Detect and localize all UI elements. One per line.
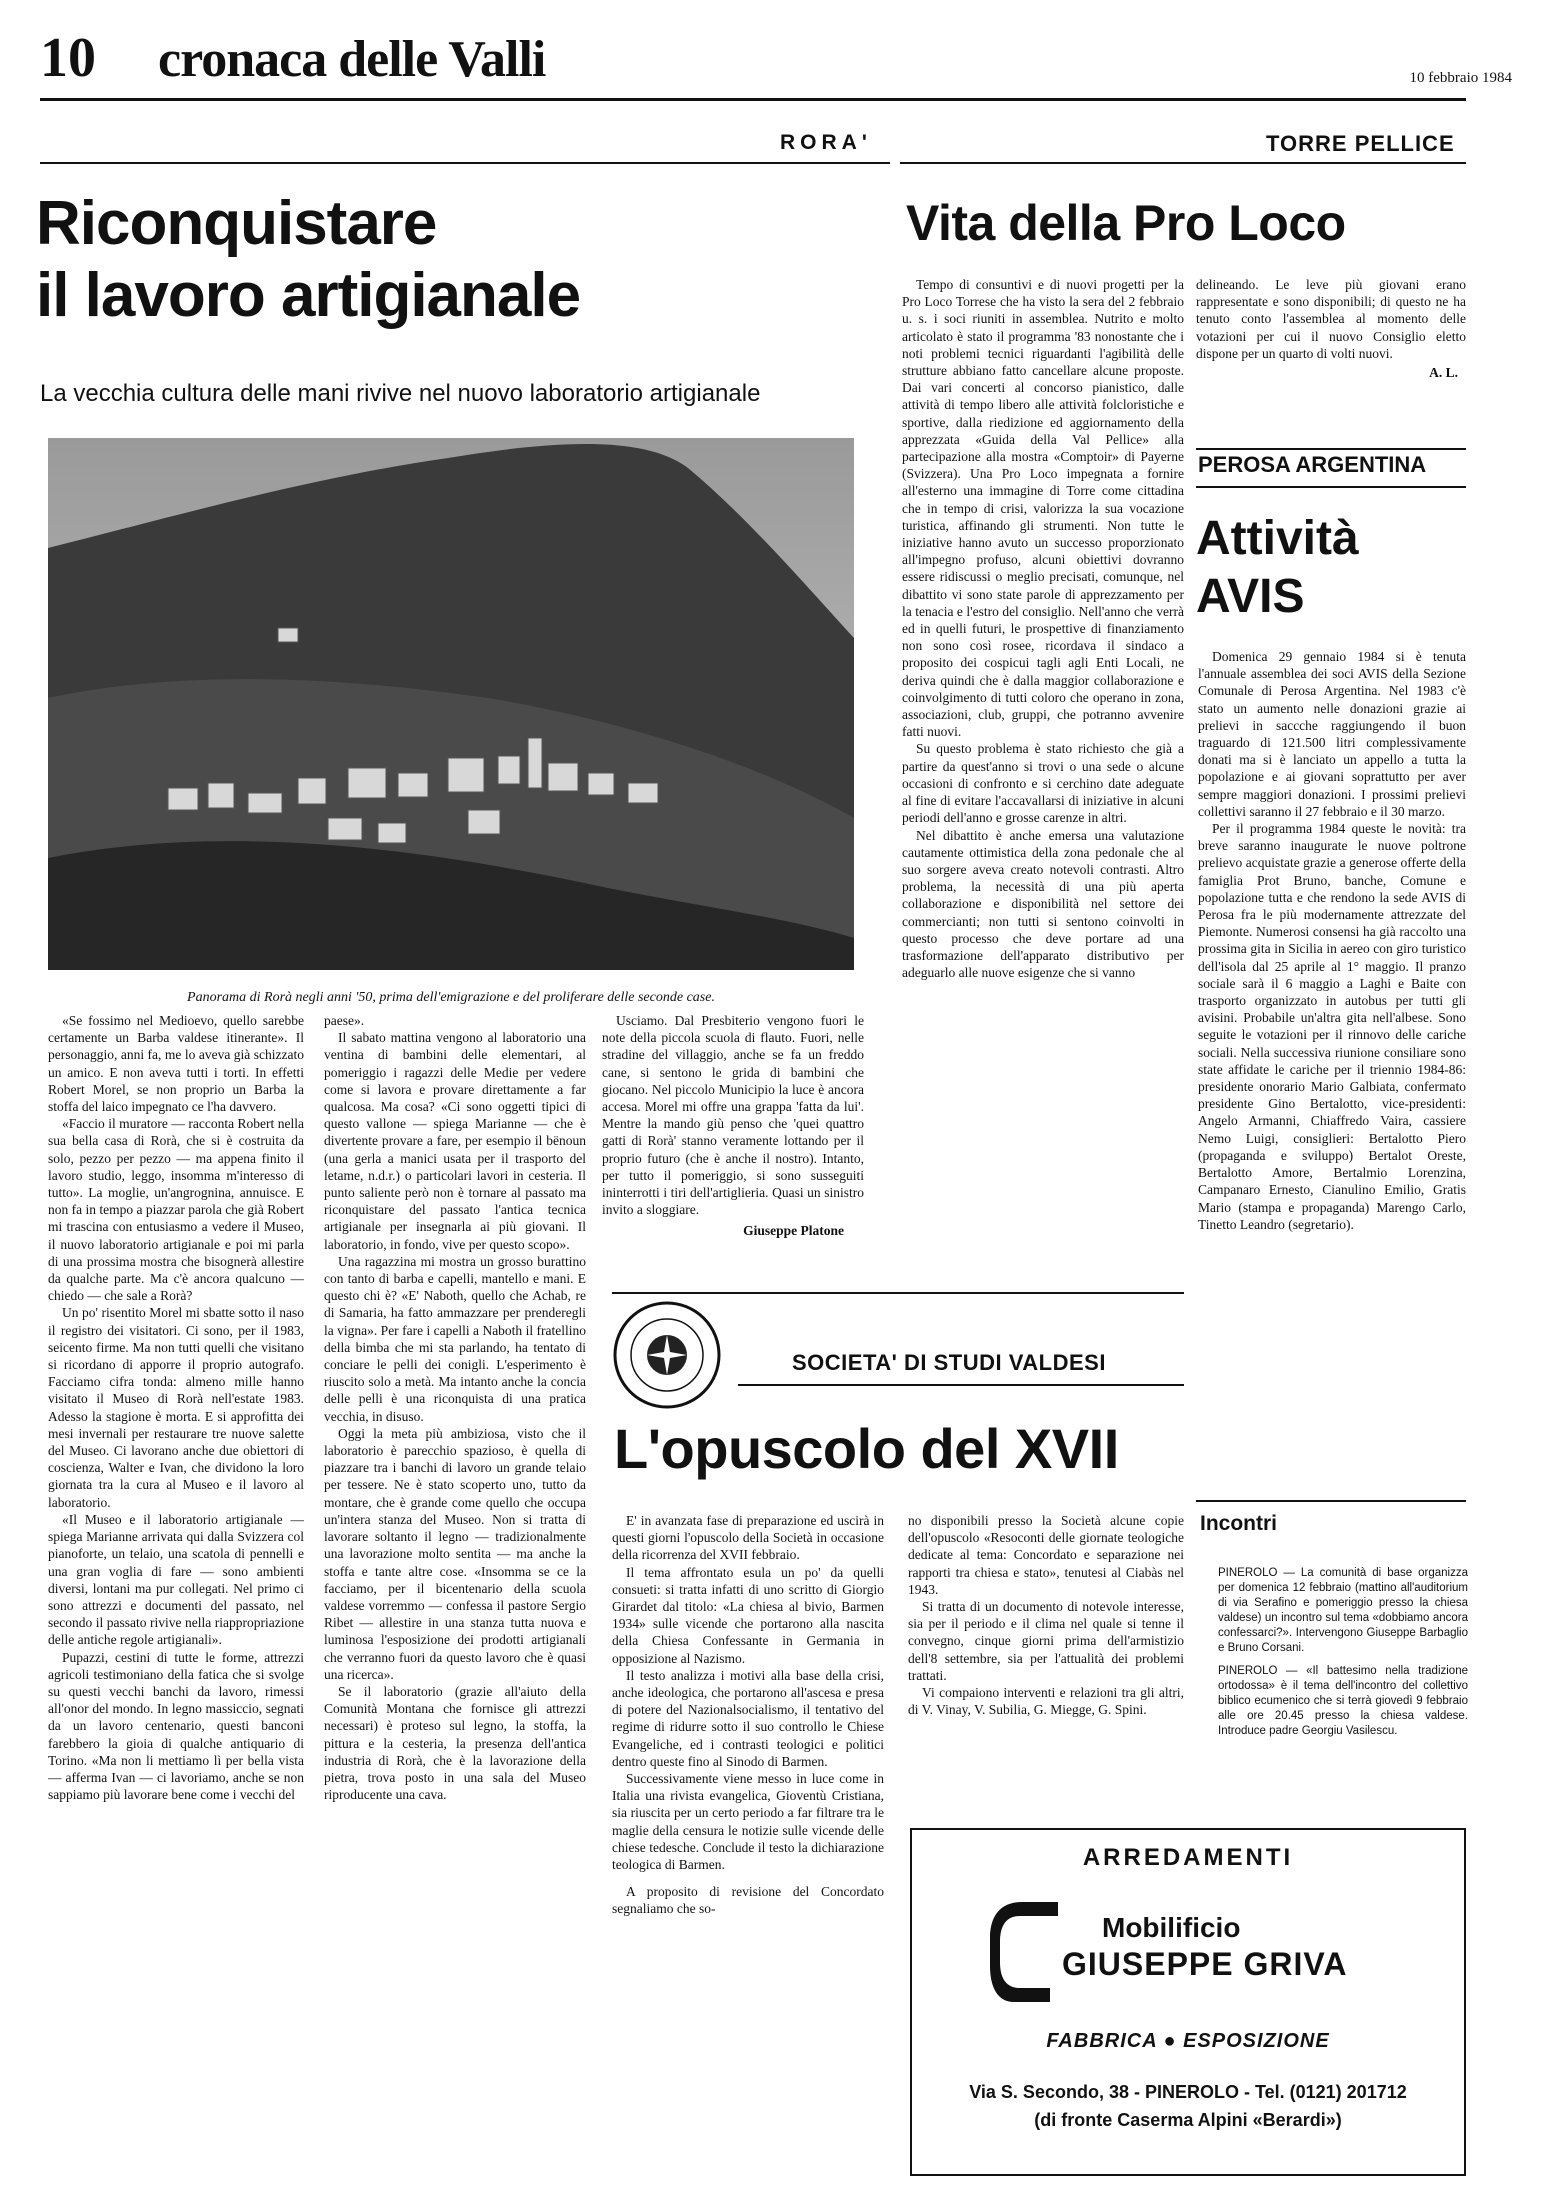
- ad-header: ARREDAMENTI: [1082, 1844, 1294, 1871]
- main-headline: [36, 188, 580, 332]
- society-seal-logo: [612, 1300, 722, 1410]
- page-number: 10: [40, 27, 96, 89]
- incontri-item: PINEROLO — «Il battesimo nella tradizione ortodossa» è il tema dell'incontro del collettivo biblico ecumenico che si terrà giovedì 9 febbraio alle ore 20.45 presso la chiesa valdese. Introduce padre Georgiu Vasilescu.: [1218, 1665, 1468, 1737]
- section-rule: [1196, 448, 1466, 450]
- ad-brand-line2: GIUSEPPE GRIVA: [1062, 1946, 1348, 1982]
- incontri-list: [1218, 1566, 1468, 1739]
- pro-loco-signature: A. L.: [1429, 365, 1458, 381]
- advertisement-box: [910, 1828, 1466, 2176]
- avis-headline: [1196, 510, 1359, 626]
- paragraph: Successivamente viene messo in luce come in Italia una rivista evangelica, Gioventù Cristiana, sia riuscita per un certo periodo a far filtrare tra le maglie della censura le notizie sulle vicende delle chiese tedesche. Conclude il testo la dichiarazione teologica di Barmen.: [612, 1771, 884, 1873]
- incontri-item: PINEROLO — La comunità di base organizza per domenica 12 febbraio (mattino all'auditorium di via Serafino e pomeriggio presso la chiesa valdese) un incontro sul tema «dobbiamo ancora confessarci?». Intervengono Giuseppe Barbaglio e Bruno Corsani.: [1218, 1567, 1468, 1654]
- main-article-column-2: [324, 1012, 586, 2182]
- ad-services: FABBRICA ● ESPOSIZIONE: [1046, 2030, 1330, 2052]
- panorama-image: [48, 438, 854, 970]
- village-panorama-photo: [48, 438, 854, 970]
- pro-loco-column-1: [902, 276, 1184, 1282]
- ad-address: Via S. Secondo, 38 - PINEROLO - Tel. (0121) 201712: [969, 2082, 1407, 2102]
- section-rule: [900, 162, 1466, 164]
- section-rule: [1196, 1500, 1466, 1502]
- paragraph: delineando. Le leve più giovani erano rappresentate e sono disponibili; di questo ne ha tenuto conto l'assemblea al momento delle votazioni per cui il nuovo Consiglio eletto dispone per un quarto di volti nuovi.: [1196, 277, 1466, 361]
- masthead-rule: [40, 98, 1466, 101]
- section-label-perosa-argentina: PEROSA ARGENTINA: [1198, 452, 1427, 477]
- paragraph: Il testo analizza i motivi alla base della crisi, anche ideologica, che portarono all'ascesa e presa di potere del Nazionalsocialismo, il tentativo del regime di ridurre sotto il suo controllo le Chiese Evangeliche, ed i contrasti teologici e politici dentro queste fino al Sinodo di Barmen.: [612, 1667, 884, 1769]
- paragraph: Usciamo. Dal Presbiterio vengono fuori le note della piccola scuola di flauto. Fuori, nelle stradine del villaggio, anche se fa un freddo cane, si sentono le grida di bambini che giocano. Nel piccolo Municipio la luce è ancora accesa. Morel mi offre una grappa 'fatta da lui'. Mentre la mando giù penso che 'quei quattro gatti di Rorà' stanno veramente lottando per il proprio futuro (che è anche il nostro). Intanto, per tutto il pomeriggio, si sono susseguiti ininterrotti i tiri dell'artiglieria. Quasi un sinistro invito a sloggiare.: [602, 1013, 864, 1218]
- main-article-column-3: [602, 1012, 864, 1240]
- main-subheadline: La vecchia cultura delle mani rivive nel nuovo laboratorio artigianale: [40, 380, 761, 407]
- main-article-column-1: [48, 1012, 304, 2182]
- paragraph: Pupazzi, cestini di tutte le forme, attrezzi agricoli testimoniano della fatica che si svolge su questi vecchi banchi da lavoro, rimessi all'onor del mondo. In legno massiccio, segnati da un lavoro centenario, questi banconi farebbero la gioia di qualche antiquario di Torino. «Ma non li mettiamo lì per bella vista — afferma Ivan — ci lavoriamo, anche se non sappiamo più lavorare bene come i vecchi del: [48, 1649, 304, 1803]
- avis-headline-line2: AVIS: [1196, 570, 1305, 623]
- section-label-torre-pellice: TORRE PELLICE: [1266, 131, 1455, 156]
- opuscolo-column-1: [612, 1512, 884, 2182]
- griva-logo-icon: [990, 1902, 1070, 2012]
- paragraph: Il sabato mattina vengono al laboratorio una ventina di bambini delle elementari, al pomeriggio i ragazzi delle Medie per vedere come si lavora e provare direttamente a far qualcosa. Ma cosa? «Ci sono oggetti tipici di questo vallone — spiega Marianne — che è divertente provare a fare, per esempio il bënoun (una gerla a manici usata per il trasporto del letame, n.d.r.) o particolari lavori in cesteria. Il punto saliente però non è tornare al passato ma riconquistare del passato l'antica tecnica artigianale per insegnarla ai più giovani. Il laboratorio, in fondo, vive per questo scopo».: [324, 1030, 586, 1252]
- opuscolo-column-2: [908, 1512, 1184, 1718]
- seal-icon: [612, 1300, 722, 1410]
- main-headline-line1: Riconquistare: [36, 189, 437, 258]
- masthead: [40, 28, 1520, 100]
- article-author: Giuseppe Platone: [743, 1223, 844, 1239]
- pro-loco-headline: Vita della Pro Loco: [906, 195, 1346, 251]
- ad-location: (di fronte Caserma Alpini «Berardi»): [1034, 2110, 1342, 2130]
- paragraph: «Faccio il muratore — racconta Robert nella sua bella casa di Rorà, che si è costruita da solo, pezzo per pezzo — ma appena finito il lavoro studio, leggo, insomma m'interesso di tutto». La moglie, un'angrognina, annuisce. E non fa in tempo a piazzar parola che già Robert mi trascina con entusiasmo a vedere il Museo, il nuovo laboratorio artigianale e poi mi parla di una prossima mostra che bisognerà allestire da qualche parte. Ma c'è ancora qualcuno — chiedo — che sale a Rorà?: [48, 1116, 304, 1304]
- paragraph: no disponibili presso la Società alcune copie dell'opuscolo «Resoconti delle giornate teologiche dedicate al tema: Concordato e separazione nei rapporti tra chiesa e stato», tenutesi al Ciabàs nel 1943.: [908, 1513, 1184, 1597]
- paragraph: Tempo di consuntivi e di nuovi progetti per la Pro Loco Torrese che ha visto la sera del 2 febbraio u. s. i soci riuniti in assemblea. Nutrito e molto articolato è stato il programma '83 nonostante che i noti problemi tecnici riguardanti l'agibilità delle strutture abbiano fatto cancellare alcune proposte. Dai vari concerti al concorso pianistico, dalle attività di tempo libero alle attività folcloristiche e sportive, dalla riedizione ed aggiornamento della apprezzata «Guida della Val Pellice» alla partecipazione alla mostra «Comptoir» di Payerne (Svizzera). Una Pro Loco impegnata a fornire all'esterno una immagine di Torre come cittadina che in tempo di crisi, valorizza la sua vocazione turistica, affinando gli strumenti. Non tutte le iniziative hanno avuto un successo proporzionato all'impegno profuso, alcuni obiettivi dovranno essere ridiscussi o meglio precisati, comunque, nel dibattito vi sono state parole di apprezzamento per la tenacia e l'estro del consiglio. Nell'anno che verrà ed in quelli futuri, le prospettive di finanziamento non sono così rosee, ricordava il sindaco a proposito dei cospicui tagli agli Enti Locali, ne deriva quindi che è dalla maggior collaborazione e coinvolgimento di tutti coloro che operano in zona, associazioni, club, gruppi, che potranno avvenire fatti nuovi.: [902, 277, 1184, 740]
- paragraph: Oggi la meta più ambiziosa, visto che il laboratorio è parecchio spazioso, è quella di piazzare tra i banchi di lavoro un grande telaio per tessere. Ne è stato scoperto uno, tutto da montare, che è grande come quello che occupa un'intera stanza del Museo. Non si tratta di lavorare soltanto il legno — tradizionalmente una lavorazione molto sentita — ma anche la stoffa e tante altre cose. «Insomma se ce la facciamo, per il bicentenario della scuola valdese vorremmo — confessa il pastore Sergio Ribet — allestire in una stanza tutta nuova e luminosa l'esposizione dei prodotti artigianali che verranno fuori da questo lavoro che è quasi una ricerca».: [324, 1425, 586, 1682]
- incontri-title: Incontri: [1200, 1512, 1277, 1535]
- pro-loco-column-2: [1196, 276, 1466, 381]
- paragraph: Domenica 29 gennaio 1984 si è tenuta l'annuale assemblea dei soci AVIS della Sezione Comunale di Perosa Argentina. Nel 1983 c'è stato un aumento nelle donazioni grazie ai prelievi in saccche raggiungendo il buon traguardo di 121.500 litri complessivamente donati ma si è lanciato un appello a tutta la popolazione e ai giovani soprattutto per aver sempre maggiori donazioni. I prossimi prelievi collettivi saranno il 27 febbraio e il 30 marzo.: [1198, 649, 1466, 819]
- paragraph: Vi compaiono interventi e relazioni tra gli altri, di V. Vinay, V. Subilia, G. Miegge, G. Spini.: [908, 1685, 1184, 1718]
- section-label-studi-valdesi: SOCIETA' DI STUDI VALDESI: [792, 1350, 1106, 1375]
- paragraph: Un po' risentito Morel mi sbatte sotto il naso il registro dei visitatori. Ci sono, per il 1983, seicento firme. Ma non tutti quelli che visitano si ricordano di apporre il proprio autografo. Facciamo cifra tonda: almeno mille hanno visitato il Museo di Rorà nell'estate 1983. Adesso la stagione è morta. E si approfitta dei mesi invernali per restaurare tre nuove salette del Museo. Ci lavorano anche due obiettori di coscienza, Walter e Ivan, che dividono la loro giornata tra la cura al Museo e il lavoro al laboratorio.: [48, 1305, 304, 1510]
- photo-caption: Panorama di Rorà negli anni '50, prima dell'emigrazione e del proliferare delle seconde case.: [187, 990, 715, 1005]
- section-rule: [1196, 486, 1466, 488]
- paragraph: «Se fossimo nel Medioevo, quello sarebbe certamente un Barba valdese itinerante». Il personaggio, anni fa, me lo aveva già schizzato un amico. E non aveva tutti i torti. In effetti Robert Morel, se non proprio un Barba la stoffa del laico impegnato ce l'ha davvero.: [48, 1013, 304, 1115]
- paragraph: paese».: [324, 1013, 365, 1028]
- paper-title: cronaca delle Valli: [158, 31, 546, 88]
- section-rule: [612, 1292, 1184, 1294]
- paragraph: Per il programma 1984 queste le novità: tra breve saranno inaugurate le nuove poltrone prelievo acquistate grazie a generose offerte della famiglia Prot Bruno, banche, Comune e popolazione tutta e che rendono la sede AVIS di Perosa fra le più modernamente attrezzate del Piemonte. Numerosi consensi ha già raccolto una prossima gita in Sicilia in aereo con giro turistico dell'isola dal 25 aprile al 1° maggio. Il pranzo sociale sarà il 6 maggio a Laghi e Baite con trasporto organizzato in autobus per tutti gli avisini. Probabile un'altra gita nell'albese. Sono seguite le votazioni per il rinnovo delle cariche sociali. Nella successiva riunione consiliare sono state affidate le cariche per il triennio 1984-86: presidente onorario Mario Galbiata, confermato presidente Gino Bertalotto, vice-presidenti: Angelo Armanni, Chiaffredo Vaira, cassiere Nemo Luigi, consiglieri: Bertalotto Piero (propaganda e sviluppo) Bertalot Oreste, Bertalotto Amore, Bertalmio Lorenzina, Campanaro Ernesto, Cianulino Emilio, Gratis Mario (stampa e propaganda) Marengo Carlo, Tinetto Leandro (segretario).: [1198, 821, 1466, 1232]
- avis-headline-line1: Attività: [1196, 512, 1359, 565]
- paragraph: «Il Museo e il laboratorio artigianale — spiega Marianne arrivata qui dalla Svizzera col pianoforte, un telaio, una scatola di pennelli e una gran voglia di fare — sono ambienti diversi, lontani ma pur collegati. Nel primo ci sono attrezzi e documenti del passato, nel secondo il passato rivive nella riappropriazione delle antiche regole artigianali».: [48, 1511, 304, 1648]
- paragraph: Nel dibattito è anche emersa una valutazione cautamente ottimistica della zona pedonale che al suo sorgere aveva creato notevoli contrasti. Altro problema, la necessità di una più aperta collaborazione e disponibilità nel settore dei commercianti; non tutti si sentono coinvolti in questo processo che deve portare ad una trasformazione dell'apparato distributivo per adeguarlo alle nuove esigenze che si vanno: [902, 827, 1184, 981]
- avis-article: [1198, 648, 1466, 1490]
- section-label-rora: RORA': [780, 131, 872, 154]
- paragraph: Il tema affrontato esula un po' da quelli consueti: si tratta infatti di uno scritto di Giorgio Girardet dal titolo: «La chiesa al bivio, Barmen 1934» sulle vicende che portarono alla nascita della Chiesa Confessante in Germania in opposizione al Nazismo.: [612, 1564, 884, 1666]
- paragraph: A proposito di revisione del Concordato segnaliamo che so-: [612, 1884, 884, 1917]
- paragraph: E' in avanzata fase di preparazione ed uscirà in questi giorni l'opuscolo della Società in occasione della ricorrenza del XVII febbraio.: [612, 1513, 884, 1563]
- paragraph: Se il laboratorio (grazie all'aiuto della Comunità Montana che fornisce gli attrezzi necessari) è proteso sul legno, la stoffa, la pittura e la cesteria, la presenza dell'antica industria di Rorà, che è la lavorazione della pietra, trova posto in una sala del Museo riproducente una cava.: [324, 1683, 586, 1803]
- issue-date: 10 febbraio 1984: [1409, 70, 1512, 86]
- paragraph: Su questo problema è stato richiesto che già a partire da quest'anno si trovi o una sede o alcune occasioni di confronto e si cerchino date adeguate al fine di evitare l'accavallarsi di iniziative in alcuni periodi dell'anno e grosse carenze in altri.: [902, 741, 1184, 826]
- opuscolo-headline: L'opuscolo del XVII: [614, 1417, 1119, 1480]
- ad-brand-line1: Mobilificio: [1102, 1912, 1241, 1943]
- section-rule: [40, 162, 890, 164]
- section-rule: [738, 1384, 1184, 1386]
- main-headline-line2: il lavoro artigianale: [36, 261, 581, 330]
- paragraph: Una ragazzina mi mostra un grosso burattino con tanto di barba e capelli, mantello e mani. E questo chi è? «E' Naboth, quello che Achab, re di Samaria, ha fatto ammazzare per prenderegli la vigna». Per fare i capelli a Naboth il fratellino della bimba che mi sta parlando, ha tentato di conciare le pelli dei conigli. L'esperimento è riuscito solo a metà. Ma intanto anche la concia delle pelli è una riconquista di una pratica vecchia, in disuso.: [324, 1253, 586, 1424]
- paragraph: Si tratta di un documento di notevole interesse, sia per il periodo e il clima nel quale si tenne il convegno, cinque giorni prima dell'armistizio dell'8 settembre, sia per l'attualità dei problemi trattati.: [908, 1599, 1184, 1683]
